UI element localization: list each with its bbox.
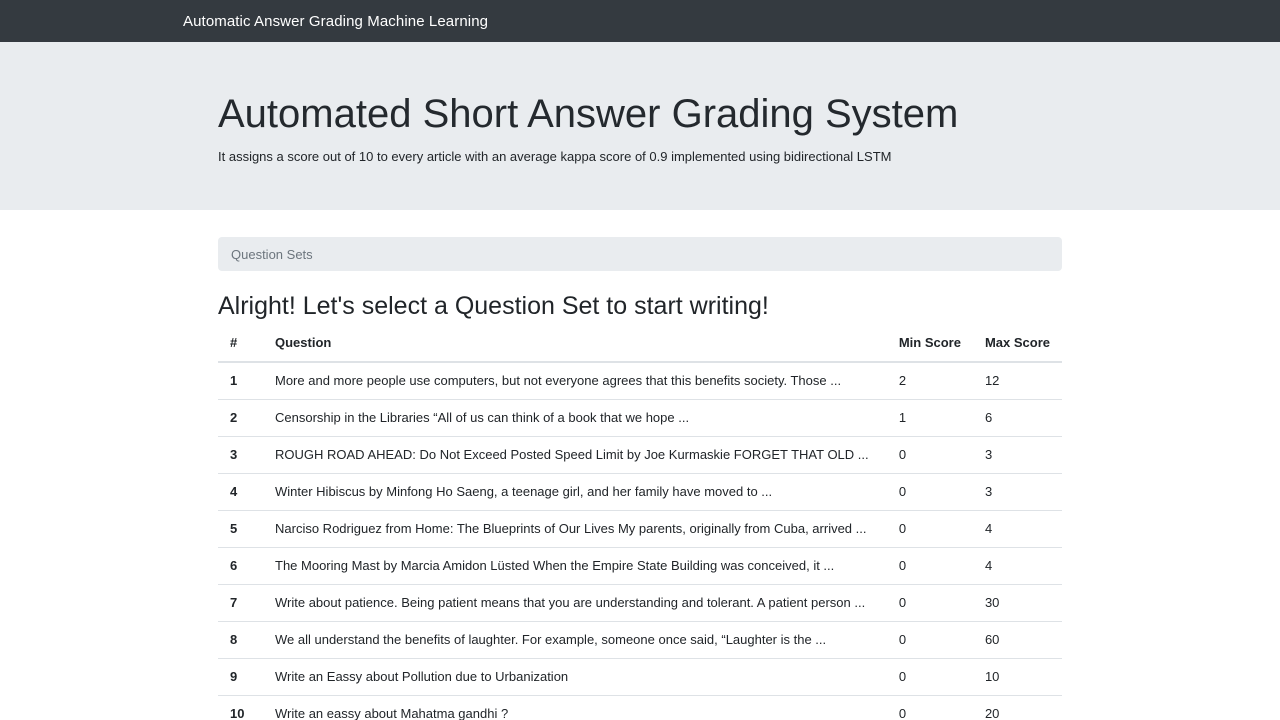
question-set-row[interactable] xyxy=(218,659,1062,696)
question-set-row[interactable] xyxy=(218,400,1062,437)
question-text: We all understand the benefits of laughter. For example, someone once said, “Laughter is the ... xyxy=(263,622,887,659)
select-question-set-heading: Alright! Let's select a Question Set to start writing! xyxy=(218,292,769,320)
question-number: 2 xyxy=(218,400,263,437)
question-text: Write an Eassy about Pollution due to Urbanization xyxy=(263,659,887,696)
question-text: More and more people use computers, but not everyone agrees that this benefits society. Those ... xyxy=(263,362,887,400)
top-navbar xyxy=(0,0,1280,42)
question-number: 1 xyxy=(218,362,263,400)
question-min-score: 2 xyxy=(887,362,973,400)
question-min-score: 1 xyxy=(887,400,973,437)
question-min-score: 0 xyxy=(887,548,973,585)
navbar-brand[interactable]: Automatic Answer Grading Machine Learning xyxy=(183,12,489,30)
column-header-number: # xyxy=(218,325,263,362)
question-set-row[interactable] xyxy=(218,585,1062,622)
question-max-score: 4 xyxy=(973,548,1062,585)
question-number: 7 xyxy=(218,585,263,622)
question-text: Narciso Rodriguez from Home: The Blueprints of Our Lives My parents, originally from Cuba, arrived ... xyxy=(263,511,887,548)
question-min-score: 0 xyxy=(887,474,973,511)
hero-section xyxy=(0,42,1280,210)
question-number: 5 xyxy=(218,511,263,548)
page-title: Automated Short Answer Grading System xyxy=(218,92,959,136)
question-min-score: 0 xyxy=(887,511,973,548)
question-number: 3 xyxy=(218,437,263,474)
question-min-score: 0 xyxy=(887,659,973,696)
question-set-row[interactable] xyxy=(218,474,1062,511)
question-max-score: 12 xyxy=(973,362,1062,400)
question-set-row[interactable] xyxy=(218,362,1062,400)
question-set-row[interactable] xyxy=(218,437,1062,474)
question-text: The Mooring Mast by Marcia Amidon Lüsted When the Empire State Building was conceived, it ... xyxy=(263,548,887,585)
question-min-score: 0 xyxy=(887,622,973,659)
question-max-score: 4 xyxy=(973,511,1062,548)
question-max-score: 60 xyxy=(973,622,1062,659)
question-max-score: 6 xyxy=(973,400,1062,437)
question-text: Winter Hibiscus by Minfong Ho Saeng, a teenage girl, and her family have moved to ... xyxy=(263,474,887,511)
question-max-score: 20 xyxy=(973,696,1062,720)
question-set-row[interactable] xyxy=(218,622,1062,659)
question-number: 10 xyxy=(218,696,263,720)
question-max-score: 10 xyxy=(973,659,1062,696)
question-max-score: 3 xyxy=(973,474,1062,511)
question-set-row[interactable] xyxy=(218,511,1062,548)
question-text: ROUGH ROAD AHEAD: Do Not Exceed Posted Speed Limit by Joe Kurmaskie FORGET THAT OLD ... xyxy=(263,437,887,474)
page-subtitle: It assigns a score out of 10 to every article with an average kappa score of 0.9 implemented using bidirectional LSTM xyxy=(218,149,892,164)
question-sets-panel-label: Question Sets xyxy=(231,246,313,262)
question-min-score: 0 xyxy=(887,585,973,622)
column-header-min-score: Min Score xyxy=(887,325,973,362)
question-number: 6 xyxy=(218,548,263,585)
table-header-row xyxy=(218,325,1062,362)
question-text: Censorship in the Libraries “All of us can think of a book that we hope ... xyxy=(263,400,887,437)
question-max-score: 30 xyxy=(973,585,1062,622)
main-container xyxy=(218,237,1062,720)
question-min-score: 0 xyxy=(887,696,973,720)
question-text: Write an eassy about Mahatma gandhi ? xyxy=(263,696,887,720)
question-max-score: 3 xyxy=(973,437,1062,474)
column-header-max-score: Max Score xyxy=(973,325,1062,362)
question-number: 9 xyxy=(218,659,263,696)
question-sets-table xyxy=(218,325,1062,720)
column-header-question: Question xyxy=(263,325,887,362)
question-min-score: 0 xyxy=(887,437,973,474)
question-table-body xyxy=(218,362,1062,720)
question-text: Write about patience. Being patient means that you are understanding and tolerant. A patient person ... xyxy=(263,585,887,622)
question-set-row[interactable] xyxy=(218,548,1062,585)
question-sets-panel-header[interactable] xyxy=(218,237,1062,271)
question-set-row[interactable] xyxy=(218,696,1062,720)
question-number: 4 xyxy=(218,474,263,511)
question-number: 8 xyxy=(218,622,263,659)
